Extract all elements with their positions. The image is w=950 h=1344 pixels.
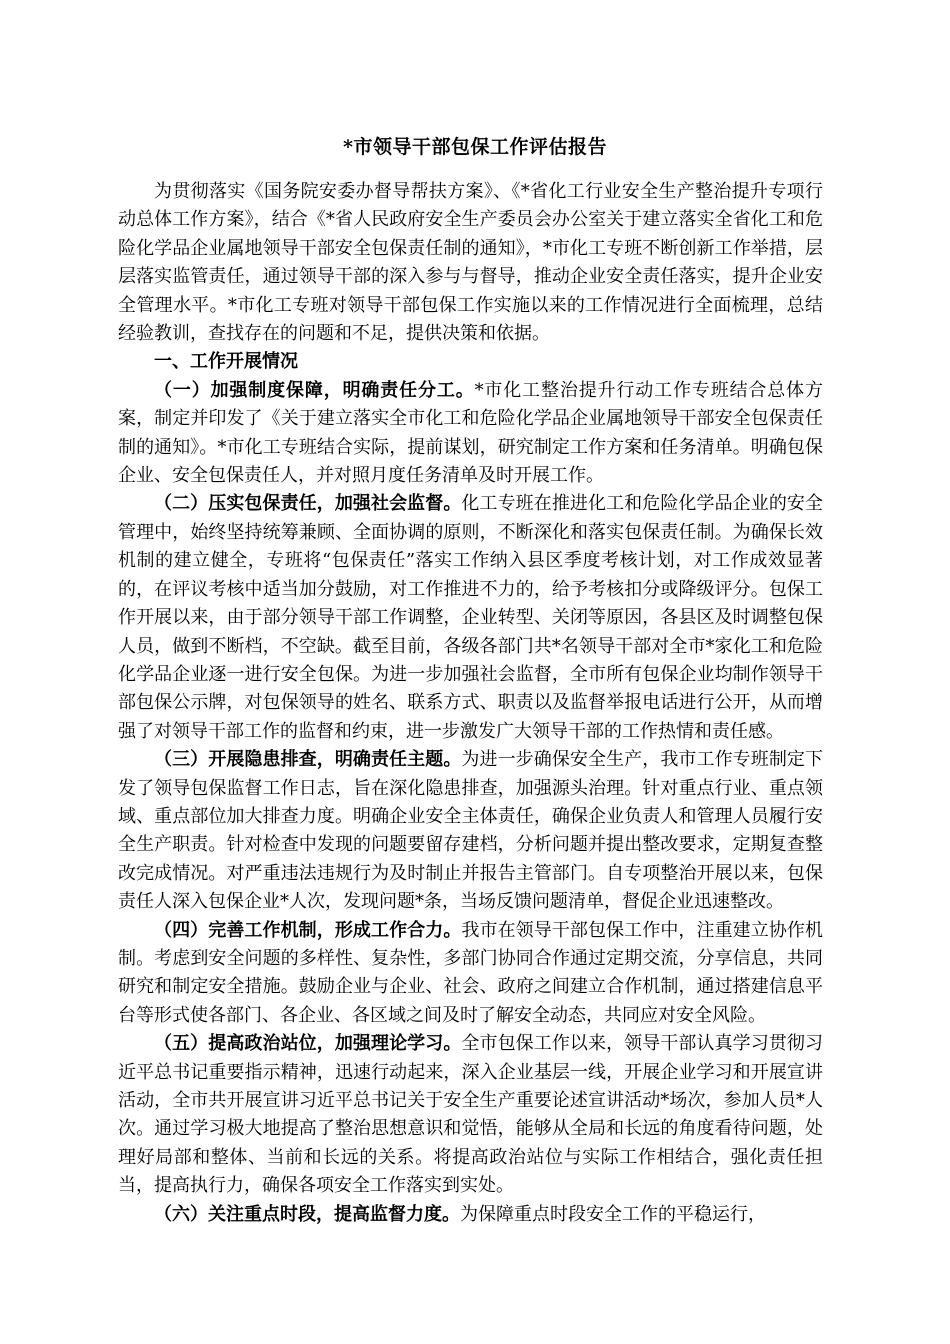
item-paragraph (118, 1201, 823, 1229)
item-paragraph (118, 746, 823, 916)
document-title: *市领导干部包保工作评估报告 (343, 136, 607, 158)
item-paragraph (118, 377, 823, 491)
item-text: *市化工整治提升行动工作专班结合总体方案，制定并印发了《关于建立落实全市化工和危险化学品企业属地领导干部安全包保责任制的通知》。*市化工专班结合实际，提前谋划，研究制定工作方案和任务清单。明确包保企业、安全包保责任人，并对照月度任务清单及时开展工作。 (118, 379, 824, 487)
item-lead: （四）完善工作机制，形成工作合力。 (154, 919, 462, 941)
document-body (118, 178, 823, 1229)
item-paragraph (118, 490, 823, 746)
item-text: 我市在领导干部包保工作中，注重建立协作机制。考虑到安全问题的多样性、复杂性，多部门协同合作通过定期交流，分享信息，共同研究和制定安全措施。鼓励企业与企业、社会、政府之间建立合作机制，通过搭建信息平台等形式使各部门、各企业、各区域之间及时了解安全动态，共同应对安全风险。 (118, 919, 824, 1026)
item-text: 为进一步确保安全生产，我市工作专班制定下发了领导包保监督工作日志，旨在深化隐患排查，加强源头治理。针对重点行业、重点领域、重点部位加大排查力度。明确企业安全主体责任，确保企业负责人和管理人员履行安全生产职责。针对检查中发现的问题要留存建档，分析问题并提出整改要求，定期复查整改完成情况。对严重违法违规行为及时制止并报告主管部门。自专项整治开展以来，包保责任人深入包保企业*人次，发现问题*条，当场反馈问题清单，督促企业迅速整改。 (118, 749, 824, 913)
item-lead: （一）加强制度保障，明确责任分工。 (154, 379, 475, 401)
item-paragraph (118, 1030, 823, 1200)
item-lead: （三）开展隐患排查，明确责任主题。 (154, 749, 462, 771)
item-lead: （五）提高政治站位，加强理论学习。 (154, 1033, 462, 1055)
item-text: 全市包保工作以来，领导干部认真学习贯彻习近平总书记重要指示精神，迅速行动起来，深入企业基层一线，开展企业学习和开展宣讲活动，全市共开展宣讲习近平总书记关于安全生产重要论述宣讲活动*场次，参加人员*人次。通过学习极大地提高了整治思想意识和觉悟，能够从全局和长远的角度看待问题，处理好局部和整体、当前和长远的关系。将提高政治站位与实际工作相结合，强化责任担当，提高执行力，确保各项安全工作落实到实处。 (118, 1033, 824, 1197)
section-heading: 一、工作开展情况 (154, 351, 298, 373)
item-text: 化工专班在推进化工和危险化学品企业的安全管理中，始终坚持统筹兼顾、全面协调的原则，不断深化和落实包保责任制。为确保长效机制的建立健全，专班将“包保责任”落实工作纳入县区季度考核计划，对工作成效显著的，在评议考核中适当加分鼓励，对工作推进不力的，给予考核扣分或降级评分。包保工作开展以来，由于部分领导干部工作调整，企业转型、关闭等原因，各县区及时调整包保人员，做到不断档，不空缺。截至目前，各级各部门共*名领导干部对全市*家化工和危险化学品企业逐一进行安全包保。为进一步加强社会监督，全市所有包保企业均制作领导干部包保公示牌，对包保领导的姓名、联系方式、职责以及监督举报电话进行公开，从而增强了对领导干部工作的监督和约束，进一步激发广大领导干部的工作热情和责任感。 (118, 493, 824, 742)
item-lead: （二）压实包保责任，加强社会监督。 (154, 493, 462, 515)
item-paragraph (118, 917, 823, 1031)
item-text: 为保障重点时段安全工作的平稳运行， (460, 1203, 766, 1225)
intro-paragraph: 为贯彻落实《国务院安委办督导帮扶方案》、《*省化工行业安全生产整治提升专项行动总体工作方案》，结合《*省人民政府安全生产委员会办公室关于建立落实全省化工和危险化学品企业属地领导干部安全包保责任制的通知》，*市化工专班不断创新工作举措，层层落实监管责任，通过领导干部的深入参与与督导，推动企业安全责任落实，提升企业安全管理水平。*市化工专班对领导干部包保工作实施以来的工作情况进行全面梳理，总结经验教训，查找存在的问题和不足，提供决策和依据。 (118, 181, 823, 345)
item-lead: （六）关注重点时段，提高监督力度。 (154, 1203, 460, 1225)
